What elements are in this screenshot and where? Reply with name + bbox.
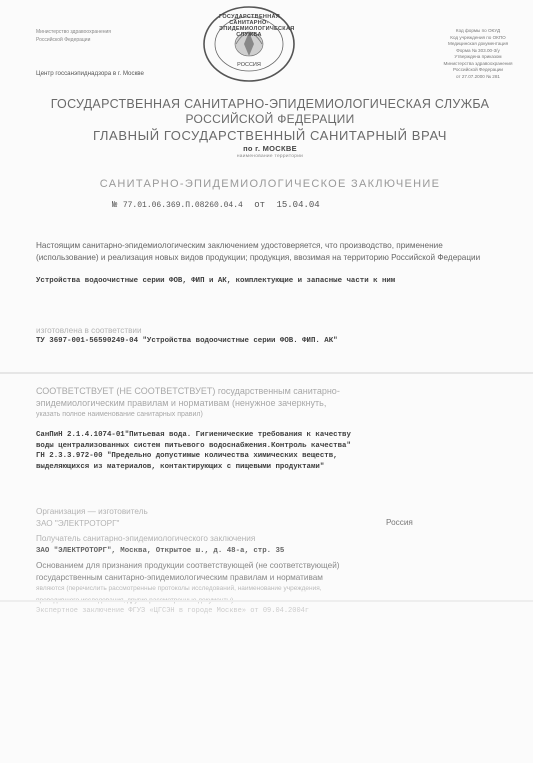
basis-line-5: Экспертное заключение ФГУЗ «ЦГСЭН в городе Москве» от 09.04.2004г bbox=[36, 607, 310, 615]
spec-reference: ТУ 3697-001-56590249-04 "Устройства водоочистные серии ФОВ. ФИП. АК" bbox=[36, 337, 338, 345]
norms-block bbox=[36, 430, 506, 472]
complies-line-3: указать полное наименование санитарных правил) bbox=[36, 411, 203, 418]
product-name: Устройства водоочистные серии ФОВ, ФИП и АК, комплектующие и запасные части к ним bbox=[36, 277, 396, 285]
basis-line-1: Основанием для признания продукции соответствующей (не соответствующей) bbox=[36, 561, 340, 570]
scan-artifact bbox=[0, 600, 533, 602]
issuing-center: Центр госсанэпиднадзора в г. Москве bbox=[36, 70, 144, 77]
header-territory-caption: наименование территории bbox=[236, 154, 304, 159]
complies-block bbox=[36, 385, 506, 421]
seal-emblem bbox=[188, 4, 310, 84]
corner-line: Код формы по ОКУД bbox=[455, 28, 501, 33]
intro-paragraph: Настоящим санитарно-эпидемиологическим заключением удостоверяется, что производство, применение (использование) и реализация новых видов продукции; продукция, ввозимая на территорию Российской Федерации bbox=[36, 241, 481, 262]
basis-line-3: являются (перечислить рассмотренные протоколы исследований, наименование учреждения, bbox=[36, 585, 322, 592]
conclusion-title: САНИТАРНО-ЭПИДЕМИОЛОГИЧЕСКОЕ ЗАКЛЮЧЕНИЕ bbox=[99, 178, 441, 190]
made-by-label: изготовлена в соответствии bbox=[36, 326, 142, 335]
norm-line: ГН 2.3.3.972-00 "Предельно допустимые количества химических веществ, bbox=[36, 452, 338, 460]
conclusion-date: 15.04.04 bbox=[276, 200, 320, 210]
org-label: Организация — изготовитель bbox=[36, 507, 148, 516]
receiver-label: Получатель санитарно-эпидемиологического заключения bbox=[36, 534, 256, 543]
corner-line: Код учреждения по ОКПО bbox=[450, 34, 506, 40]
seal-center-text: РОССИЯ bbox=[237, 62, 261, 68]
form-code-block bbox=[430, 28, 526, 80]
header-service-title bbox=[30, 97, 510, 111]
org-name: ЗАО "ЭЛЕКТРОТОРГ" bbox=[36, 519, 120, 528]
norm-line: воды централизованных систем питьевого водоснабжения.Контроль качества" bbox=[36, 441, 351, 450]
left-line-1: Министерство здравоохранения bbox=[36, 29, 111, 35]
scan-artifact bbox=[0, 372, 533, 374]
basis-line-2: государственным санитарно-эпидемиологическим правилам и нормативам bbox=[36, 572, 323, 582]
org-country: Россия bbox=[386, 518, 413, 527]
header-line-2: РОССИЙСКОЙ ФЕДЕРАЦИИ bbox=[185, 112, 355, 126]
corner-line: Российской Федерации bbox=[453, 67, 503, 72]
complies-line-1: СООТВЕТСТВУЕТ (НЕ СООТВЕТСТВУЕТ) государственным санитарно- bbox=[36, 386, 340, 396]
left-line-2: Российской Федерации bbox=[36, 37, 91, 43]
norm-line: выделяющихся из материалов, контактирующих с пищевыми продуктами" bbox=[36, 462, 325, 471]
corner-line: Министерства здравоохранения bbox=[443, 60, 513, 66]
conclusion-number: 77.01.06.369.П.08260.04.4 bbox=[122, 201, 243, 210]
header-line-3: ГЛАВНЫЙ ГОСУДАРСТВЕННЫЙ САНИТАРНЫЙ ВРАЧ bbox=[93, 128, 447, 143]
seal-outer-text: ГОСУДАРСТВЕННАЯ САНИТАРНО-ЭПИДЕМИОЛОГИЧЕСКАЯ СЛУЖБА bbox=[219, 14, 295, 38]
header-line-1: ГОСУДАРСТВЕННАЯ САНИТАРНО-ЭПИДЕМИОЛОГИЧЕСКАЯ СЛУЖБА bbox=[50, 97, 490, 111]
complies-line-2: эпидемиологическим правилам и нормативам (ненужное зачеркнуть, bbox=[36, 398, 327, 408]
corner-line: от 27.07.2000 № 281 bbox=[456, 73, 500, 79]
receiver: ЗАО "ЭЛЕКТРОТОРГ", Москва, Открытое ш., д. 48-а, стр. 35 bbox=[36, 547, 285, 555]
corner-line: Утверждена приказом bbox=[454, 54, 502, 59]
conclusion-number-line bbox=[112, 200, 320, 210]
header-territory: по г. МОСКВЕ bbox=[243, 144, 297, 153]
number-prefix: № bbox=[112, 200, 118, 210]
norm-line: СанПиН 2.1.4.1074-01"Питьевая вода. Гигиенические требования к качеству bbox=[36, 431, 351, 439]
basis-block bbox=[36, 560, 506, 618]
left-issuer-block bbox=[36, 28, 111, 44]
date-prefix: от bbox=[254, 200, 266, 210]
corner-line: Медицинская документация bbox=[447, 41, 509, 46]
corner-line: Форма № 303.00-3/у bbox=[456, 47, 500, 53]
